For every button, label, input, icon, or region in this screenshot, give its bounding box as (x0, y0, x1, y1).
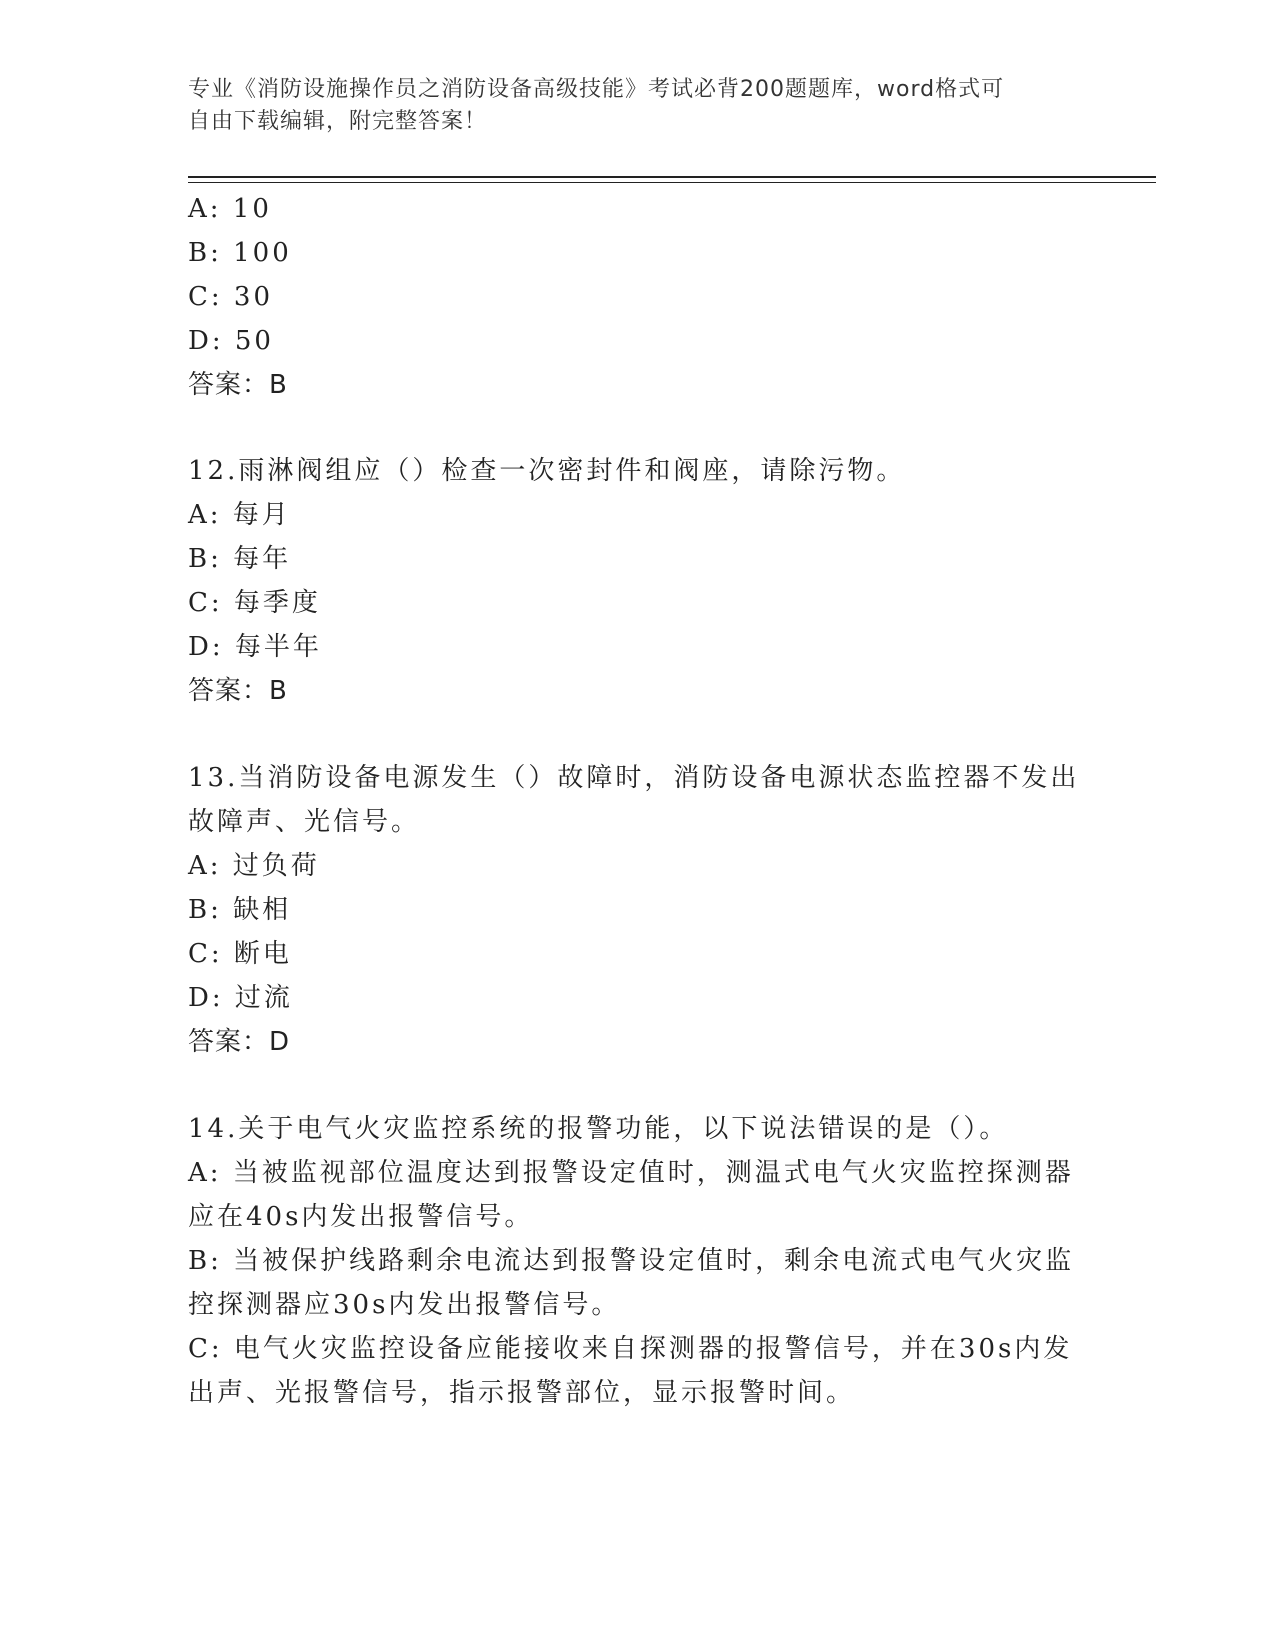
header-line-1: 专业《消防设施操作员之消防设备高级技能》考试必背200题题库，word格式可 (188, 77, 1005, 102)
header-line-2: 自由下载编辑，附完整答案！ (188, 109, 488, 134)
q11-option-a: A: 10 (188, 194, 272, 224)
q13-option-d: D: 过流 (188, 983, 293, 1013)
q11-option-c: C: 30 (188, 282, 274, 312)
header-divider-thin (188, 182, 1156, 183)
q14-question: 14.关于电气火灾监控系统的报警功能，以下说法错误的是（）。 (188, 1114, 1009, 1144)
q12-option-a: A: 每月 (188, 500, 291, 530)
q12-option-b: B: 每年 (188, 544, 292, 574)
q13-option-a: A: 过负荷 (188, 851, 320, 881)
q12-answer: 答案：B (188, 676, 288, 706)
q14-option-b-line-2: 控探测器应30s内发出报警信号。 (188, 1290, 621, 1320)
q11-answer: 答案：B (188, 370, 288, 400)
q14-option-b-line-1: B: 当被保护线路剩余电流达到报警设定值时，剩余电流式电气火灾监 (188, 1246, 1075, 1276)
q11-option-b: B: 100 (188, 238, 292, 268)
q13-answer: 答案：D (188, 1027, 291, 1057)
q11-option-d: D: 50 (188, 326, 274, 356)
header-divider-thick (188, 176, 1156, 178)
q14-option-c-line-2: 出声、光报警信号，指示报警部位，显示报警时间。 (188, 1378, 856, 1408)
q14-option-c-line-1: C: 电气火灾监控设备应能接收来自探测器的报警信号，并在30s内发 (188, 1334, 1073, 1364)
q12-option-d: D: 每半年 (188, 632, 322, 662)
q12-question: 12.雨淋阀组应（）检查一次密封件和阀座，请除污物。 (188, 456, 906, 486)
q13-question-line-2: 故障声、光信号。 (188, 807, 421, 837)
q14-option-a-line-2: 应在40s内发出报警信号。 (188, 1202, 534, 1232)
document-header (188, 74, 1088, 138)
q14-option-a-line-1: A: 当被监视部位温度达到报警设定值时，测温式电气火灾监控探测器 (188, 1158, 1074, 1188)
q13-option-b: B: 缺相 (188, 895, 292, 925)
q13-option-c: C: 断电 (188, 939, 292, 969)
q13-question-line-1: 13.当消防设备电源发生（）故障时，消防设备电源状态监控器不发出 (188, 763, 1080, 793)
q12-option-c: C: 每季度 (188, 588, 321, 618)
